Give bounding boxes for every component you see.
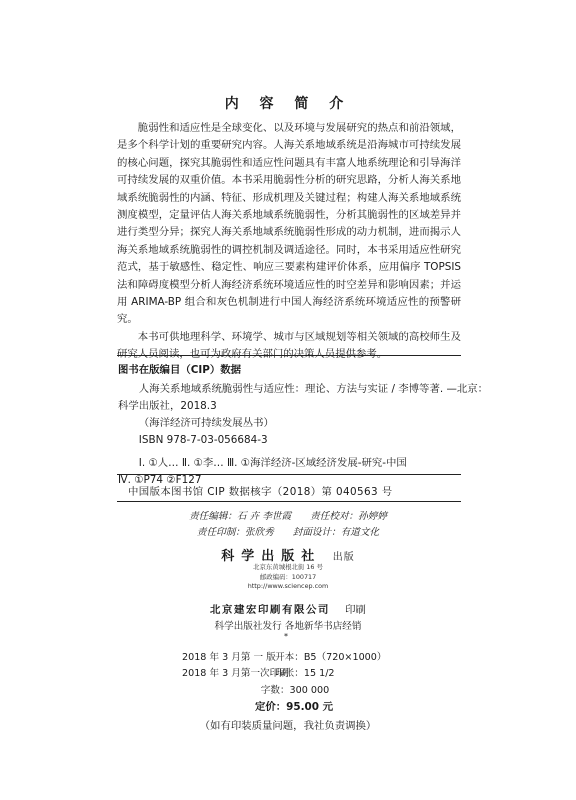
intro-paragraph: 本书可供地理科学、环境学、城市与区域规划等相关领域的高校师生及研究人员阅读，也可为政府有关部门的决策人员提供参考。 — [117, 330, 461, 361]
cip-entry: 人海关系地域系统脆弱性与适应性：理论、方法与实证 / 李博等著. —北京： — [138, 383, 489, 395]
quality-note: （如有印装质量问题，我社负责调换） — [199, 720, 377, 732]
divider — [117, 355, 461, 356]
introduction-text — [117, 120, 461, 364]
price-value: 95.00 元 — [286, 701, 334, 713]
printer-line — [0, 601, 576, 616]
format: 开本：B5（720×1000） — [275, 652, 387, 663]
printing-row — [182, 665, 482, 679]
divider — [117, 501, 461, 502]
production-credits — [0, 524, 576, 538]
divider — [117, 474, 461, 475]
sheets: 印张：15 1/2 — [275, 668, 335, 679]
separator-mark: * — [284, 632, 288, 641]
printer-suffix: 印刷 — [345, 604, 366, 616]
responsible-editor: 责任编辑：石 卉 李世霞 — [189, 511, 292, 522]
cip-classification-continued: Ⅳ. ①P74 ②F127 — [118, 474, 202, 486]
section-title: 内 容 简 介 — [224, 96, 352, 112]
intro-paragraph: 脆弱性和适应性是全球变化、以及环境与发展研究的热点和前沿领域，是多个科学计划的重要研究内容。人海关系地域系统是沿海城市可持续发展的核心问题，探究其脆弱性和适应性问题具有丰富人地系统理论和引导海洋可持续发展的双重价值。本书采用脆弱性分析的研究思路，分析人海关系地域系统脆弱性的内涵、特征、形成机理及关键过程；构建人海关系地域系统测度模型，定量评估人海关系地域系统脆弱性，分析其脆弱性的区域差异并进行类型分异；探究人海关系地域系统脆弱性形成的动力机制，进而揭示人海关系地域系统脆弱性的调控机制及调适途径。同时，本书采用适应性研究范式，基于敏感性、稳定性、响应三要素构建评价体系，应用偏序 TOPSIS 法和障碍度模型分析人海经济系统环境适应性的时空差异和影响因素；并运用 ARIMA-BP 组合和灰色机制进行中国人海经济系统环境适应性的预警研究。 — [117, 122, 461, 326]
publisher-website: http://www.sciencep.com — [247, 582, 329, 590]
cover-design: 封面设计：有道文化 — [292, 527, 380, 538]
printer-name: 北京建宏印刷有限公司 — [210, 604, 330, 616]
distribution-line: 科学出版社发行 各地新华书店经销 — [214, 621, 362, 632]
printing: 2018 年 3 月第一次印刷 — [182, 668, 289, 679]
edition: 2018 年 3 月第 一 版 — [182, 652, 276, 663]
cip-isbn: ISBN 978-7-03-056684-3 — [138, 434, 268, 446]
cip-record-number: 中国版本图书馆 CIP 数据核字（2018）第 040563 号 — [128, 486, 393, 498]
publisher-postcode: 邮政编码：100717 — [259, 573, 317, 581]
publisher-address: 北京东黄城根北街 16 号 — [253, 563, 323, 571]
cip-entry-continued: 科学出版社，2018.3 — [118, 400, 217, 412]
cip-classification: Ⅰ. ①人… Ⅱ. ①李… Ⅲ. ①海洋经济-区域经济发展-研究-中国 — [138, 457, 407, 469]
word-count: 字数：300 000 — [260, 685, 330, 696]
publisher-suffix: 出版 — [332, 552, 355, 563]
cip-heading: 图书在版编目（CIP）数据 — [118, 364, 242, 376]
responsible-printing: 责任印制：张欣秀 — [196, 527, 274, 538]
editor-credits — [0, 508, 576, 522]
edition-row — [182, 649, 482, 663]
responsible-proofreader: 责任校对：孙婷婷 — [310, 511, 387, 522]
cip-data — [118, 381, 489, 489]
publisher-logo-text: 科学出版社 — [221, 549, 322, 564]
cip-series: （海洋经济可持续发展丛书） — [138, 417, 274, 429]
price-line — [0, 698, 576, 713]
price-label: 定价： — [254, 701, 287, 713]
